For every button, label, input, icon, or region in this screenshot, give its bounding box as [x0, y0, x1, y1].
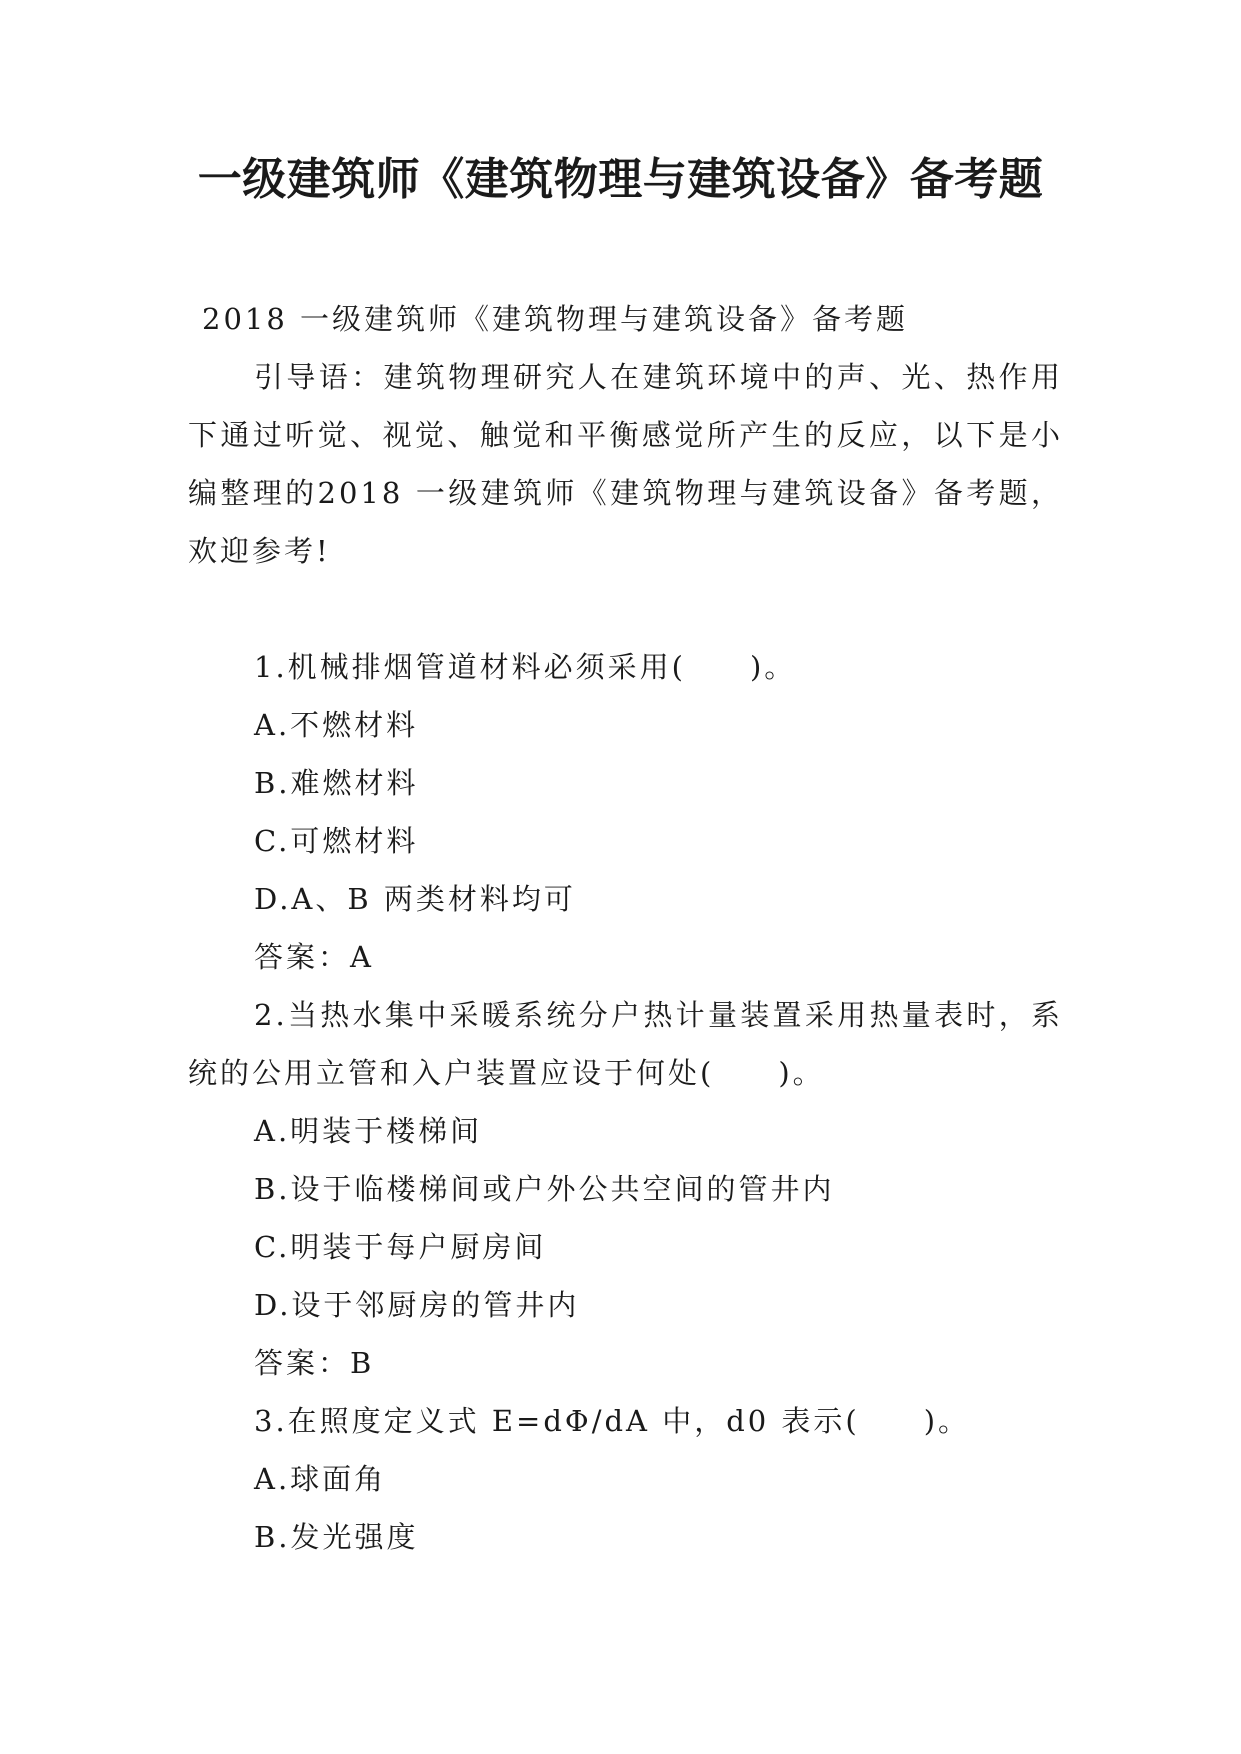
question-option: D.A、B 两类材料均可 [254, 882, 576, 916]
document-body [188, 290, 1063, 1566]
question-answer: 答案：A [254, 940, 374, 974]
question-stem: 1.机械排烟管道材料必须采用( )。 [254, 650, 797, 684]
document-subtitle: 2018 一级建筑师《建筑物理与建筑设备》备考题 [202, 302, 909, 336]
question-option: A.球面角 [254, 1462, 387, 1496]
question-option: B.发光强度 [254, 1520, 419, 1554]
question-option: A.不燃材料 [254, 708, 419, 742]
question-option: C.可燃材料 [254, 824, 419, 858]
question-answer: 答案：B [254, 1346, 375, 1380]
question-option: B.设于临楼梯间或户外公共空间的管井内 [254, 1172, 835, 1206]
document-title: 一级建筑师《建筑物理与建筑设备》备考题 [197, 154, 1044, 205]
question-stem: 3.在照度定义式 E=dΦ/dA 中，d0 表示( )。 [254, 1404, 971, 1438]
question-option: B.难燃材料 [254, 766, 419, 800]
question-option: D.设于邻厨房的管井内 [254, 1288, 580, 1322]
question-option: A.明装于楼梯间 [254, 1114, 483, 1148]
intro-paragraph: 引导语：建筑物理研究人在建筑环境中的声、光、热作用下通过听觉、视觉、触觉和平衡感觉所产生的反应，以下是小编整理的2018 一级建筑师《建筑物理与建筑设备》备考题，欢迎参考! [188, 360, 1063, 568]
paragraph-gap [188, 580, 1063, 638]
question-option: C.明装于每户厨房间 [254, 1230, 547, 1264]
question-stem: 2.当热水集中采暖系统分户热计量装置采用热量表时，系统的公用立管和入户装置应设于何处( )。 [188, 998, 1063, 1090]
